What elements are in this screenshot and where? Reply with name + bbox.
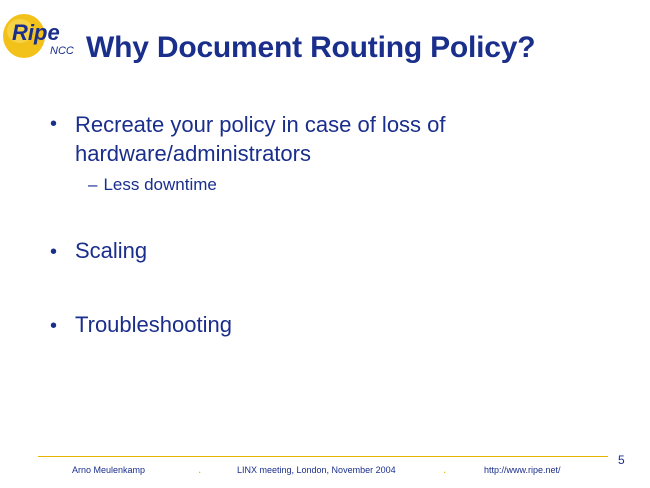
sub-bullet-text: Less downtime [103,175,217,194]
bullet-item-troubleshooting [50,312,232,338]
footer-url: http://www.ripe.net/ [484,465,561,475]
bullet-text: Troubleshooting [75,312,232,337]
sub-bullet-item [88,175,217,195]
ripe-ncc-logo [2,4,80,62]
bullet-dot-icon: • [50,315,58,337]
bullet-text: Scaling [75,238,148,263]
footer-event: LINX meeting, London, November 2004 [237,465,396,475]
bullet-item-scaling [50,238,147,264]
slide-title: Why Document Routing Policy? [86,31,536,64]
footer-separator-icon: . [198,462,202,476]
bullet-dot-icon: • [50,113,58,135]
footer-divider [38,456,608,457]
logo-word-ncc: NCC [50,45,74,57]
bullet-text: Recreate your policy in case of loss of hardware/administrators [75,112,446,166]
page-number: 5 [618,453,625,467]
dash-icon: – [88,175,98,194]
bullet-dot-icon: • [50,241,58,263]
footer-author: Arno Meulenkamp [72,465,146,475]
bullet-item-recreate [50,110,590,168]
logo-word-ripe: Ripe [12,20,60,45]
footer-separator-icon: . [443,462,447,476]
